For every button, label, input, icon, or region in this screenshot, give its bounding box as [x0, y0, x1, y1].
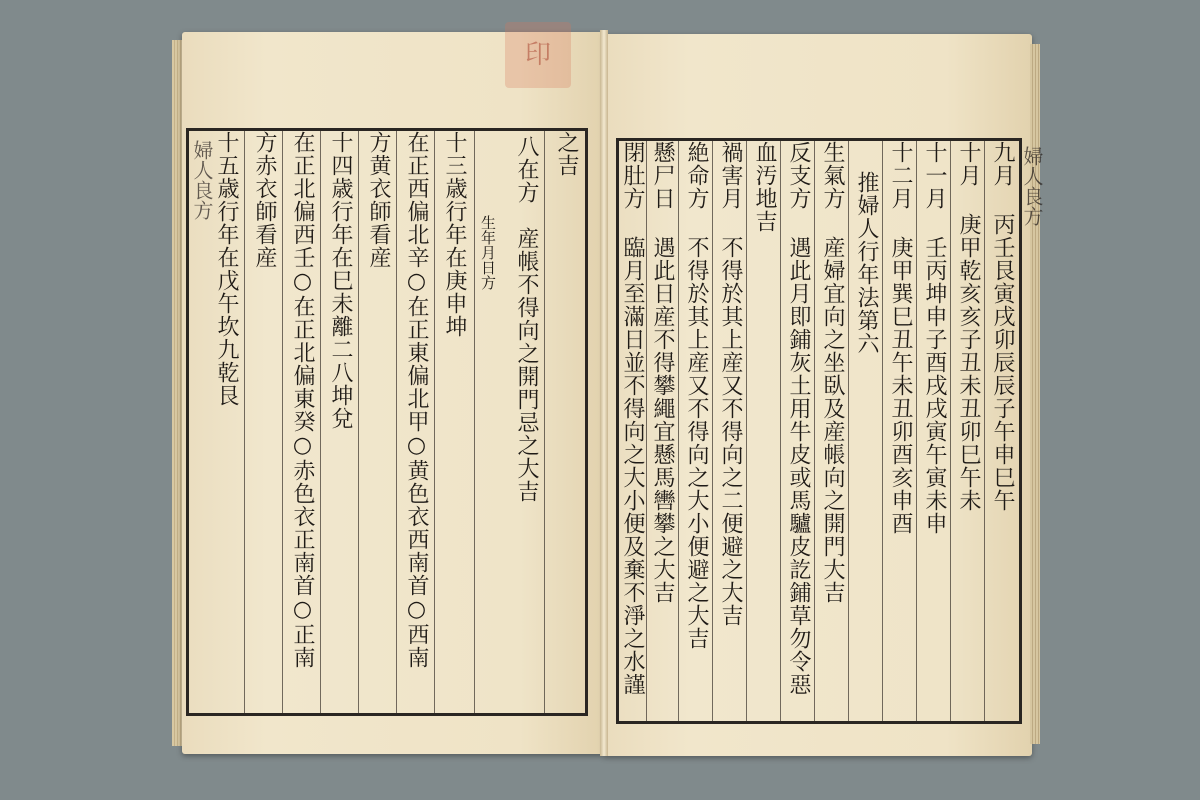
right-column-11: 懸尸日 遇此日産不得攀繩宜懸馬轡攀之大吉	[650, 141, 675, 604]
right-column-9: 禍害月 不得於其上産又不得向之二便避之大吉	[718, 141, 743, 627]
right-column-6: 生氣方 産婦宜向之坐臥及産帳向之開門大吉	[820, 141, 845, 604]
right-column-8: 血汚地吉	[752, 141, 777, 233]
right-column-10: 絶命方 不得於其上産又不得向之大小便避之大吉	[684, 141, 709, 650]
left-column-4: 方黄衣師看産	[366, 131, 391, 269]
left-column-3: 在正西偏北辛○在正東偏北甲○黄色衣西南首○西南	[404, 131, 429, 669]
right-column-4: 十二月 庚甲巽巳丑午未丑卯酉亥申酉	[888, 141, 913, 535]
left-column-1-body: 産帳不得向之開門忌之大吉	[514, 227, 539, 503]
right-column-3: 十一月 壬丙坤申子酉戌戌寅午寅未申	[922, 141, 947, 535]
book-spine	[600, 30, 608, 756]
left-column-5: 十四歳行年在巳未離二八坤兌	[328, 131, 353, 430]
library-seal: 印	[505, 22, 571, 88]
left-column-2: 十三歳行年在庚申坤	[442, 131, 467, 338]
right-column-12: 閉肚方 臨月至滿日並不得向之大小便及棄不淨之水謹	[620, 141, 645, 696]
right-column-5: 推婦人行年法第六	[854, 171, 879, 355]
left-column-7: 方赤衣師看産	[252, 131, 277, 269]
left-column-1-head: 八在方	[514, 135, 539, 204]
left-text-block	[186, 128, 588, 716]
right-column-1: 九月 丙壬艮寅戌卯辰辰子午申巳午	[990, 141, 1015, 512]
left-column-6: 在正北偏西壬○在正北偏東癸○赤色衣正南首○正南	[290, 131, 315, 669]
left-column-1-sub: 生年月日方	[479, 215, 497, 290]
right-margin-title: 婦人良方	[1020, 146, 1044, 226]
right-column-2: 十月 庚甲乾亥亥子丑未丑卯巳午未	[956, 141, 981, 512]
left-margin-title: 婦人良方	[190, 140, 214, 220]
right-text-block	[616, 138, 1022, 724]
left-title-column: 之吉	[554, 131, 579, 177]
left-column-8: 十五歳行年在戊午坎九乾艮	[214, 131, 239, 407]
right-column-7: 反支方 遇此月即鋪灰土用牛皮或馬驢皮訖鋪草勿令惡	[786, 141, 811, 696]
